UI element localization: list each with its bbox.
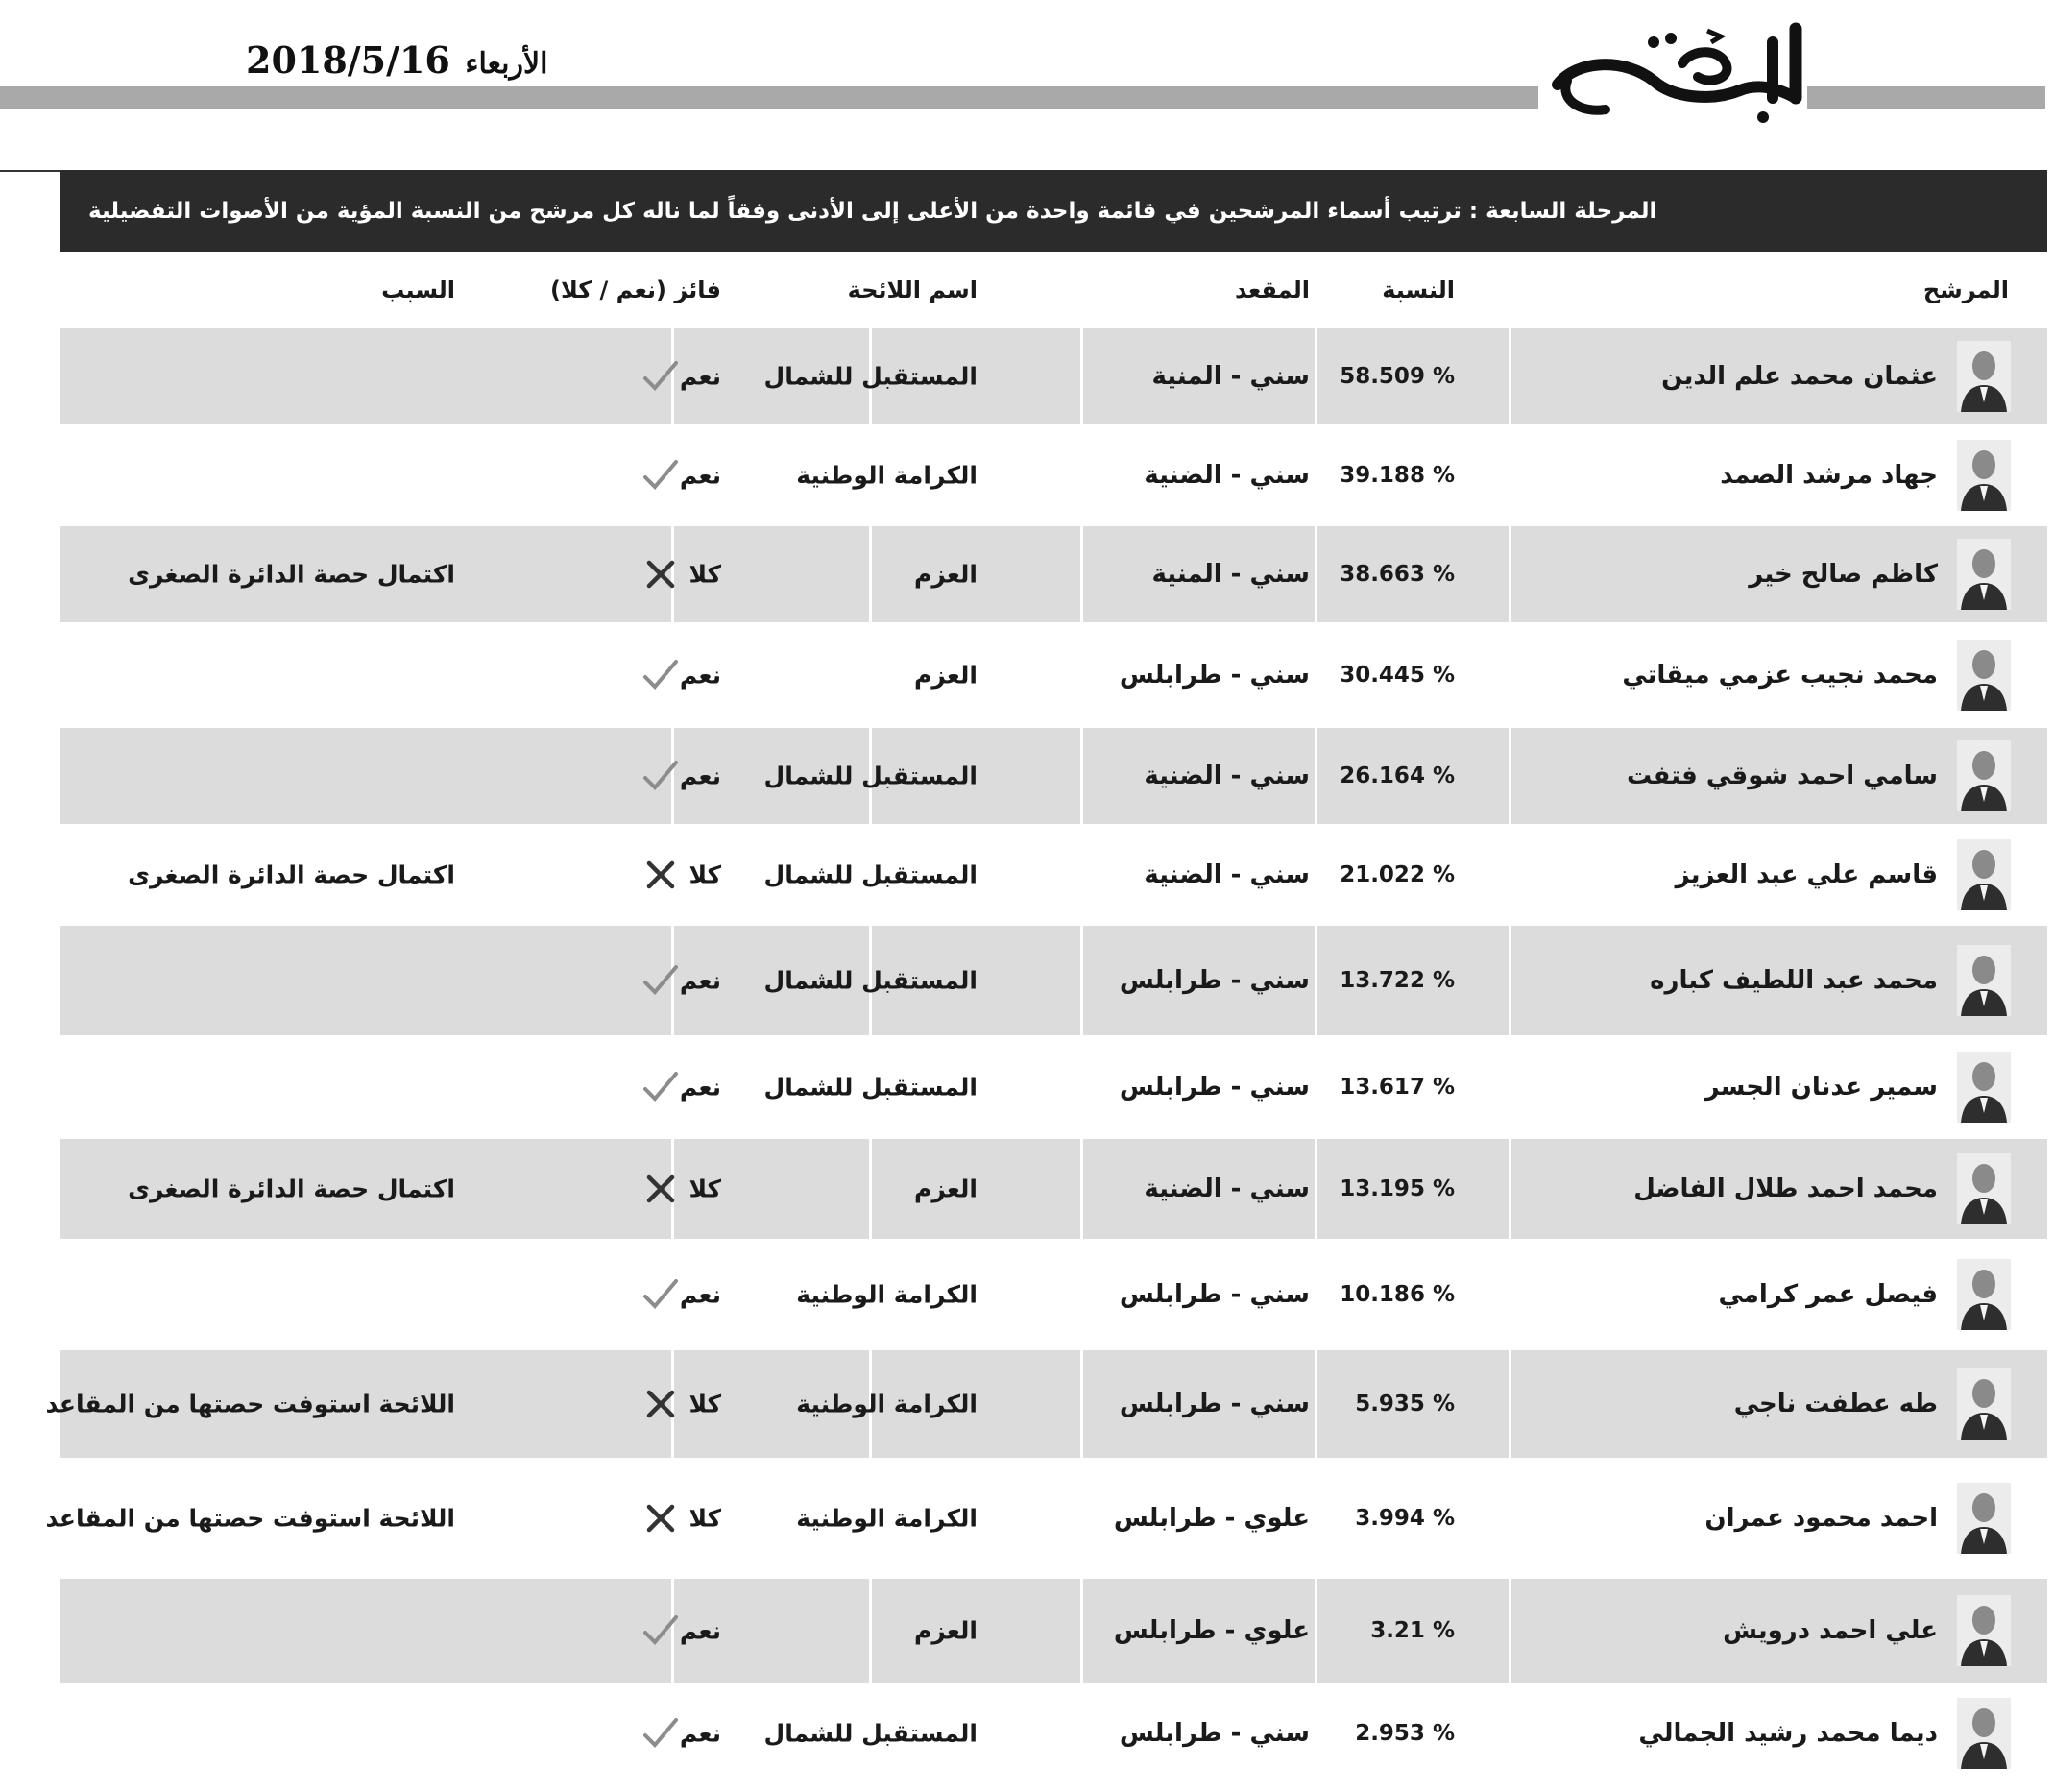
table-row bbox=[60, 1035, 2047, 1135]
reason-text: اكتمال حصة الدائرة الصغرى bbox=[128, 560, 455, 589]
candidate-photo bbox=[1957, 1368, 2011, 1440]
column-divider bbox=[1080, 526, 1083, 622]
column-divider bbox=[1315, 626, 1317, 724]
header-candidate: المرشح bbox=[1922, 277, 2009, 303]
check-icon bbox=[641, 656, 680, 694]
column-divider bbox=[1080, 1039, 1083, 1135]
column-divider bbox=[869, 626, 872, 724]
seat-name: سني - طرابلس bbox=[1119, 661, 1310, 690]
seat-name: سني - طرابلس bbox=[1119, 1073, 1310, 1102]
candidate-name: محمد احمد طلال الفاضل bbox=[1633, 1174, 1938, 1203]
check-icon bbox=[641, 757, 680, 795]
winner-status: نعم bbox=[679, 1719, 721, 1748]
candidate-photo bbox=[1957, 1052, 2011, 1123]
table-row bbox=[60, 325, 2047, 424]
column-divider bbox=[1315, 328, 1317, 424]
winner-status: كلا bbox=[689, 560, 721, 589]
candidate-name: علي احمد درويش bbox=[1723, 1616, 1938, 1645]
column-divider bbox=[1509, 428, 1511, 522]
list-name: الكرامة الوطنية bbox=[796, 1504, 978, 1533]
column-divider bbox=[1315, 1579, 1317, 1683]
candidate-name: محمد نجيب عزمي ميقاتي bbox=[1622, 661, 1938, 690]
masthead-date-value: 2018/5/16 bbox=[246, 38, 450, 82]
list-name: العزم bbox=[914, 1616, 978, 1645]
check-icon bbox=[641, 1068, 680, 1106]
column-divider bbox=[1315, 1139, 1317, 1239]
candidate-photo bbox=[1957, 440, 2011, 511]
column-divider bbox=[1315, 1350, 1317, 1458]
column-divider bbox=[1509, 1462, 1511, 1575]
seat-name: سني - طرابلس bbox=[1119, 966, 1310, 995]
table-row bbox=[60, 1683, 2047, 1780]
masthead-date bbox=[246, 38, 547, 81]
check-icon bbox=[641, 357, 680, 396]
check-icon bbox=[641, 1611, 680, 1650]
column-divider bbox=[869, 526, 872, 622]
table-body bbox=[45, 325, 2047, 1780]
column-divider bbox=[1080, 1243, 1083, 1346]
column-divider bbox=[1509, 926, 1511, 1035]
newspaper-logo bbox=[1538, 21, 1807, 127]
cross-icon bbox=[641, 1385, 680, 1423]
candidate-photo bbox=[1957, 1259, 2011, 1330]
table-row bbox=[60, 1575, 2047, 1683]
table-row bbox=[45, 1346, 2047, 1458]
column-divider bbox=[1315, 1243, 1317, 1346]
column-divider bbox=[1080, 428, 1083, 522]
candidate-photo bbox=[1957, 1698, 2011, 1769]
column-divider bbox=[1080, 626, 1083, 724]
winner-status: نعم bbox=[679, 1616, 721, 1645]
column-divider bbox=[1080, 1579, 1083, 1683]
vote-percentage: 10.186 % bbox=[1340, 1282, 1455, 1307]
candidate-name: محمد عبد اللطيف كباره bbox=[1650, 966, 1938, 995]
check-icon bbox=[641, 961, 680, 1000]
seat-name: علوي - طرابلس bbox=[1113, 1504, 1310, 1533]
list-name: المستقبل للشمال bbox=[763, 1073, 978, 1102]
reason-text: اكتمال حصة الدائرة الصغرى bbox=[128, 860, 455, 889]
table-row bbox=[60, 824, 2047, 922]
column-divider bbox=[1509, 728, 1511, 824]
column-divider bbox=[1509, 626, 1511, 724]
column-divider bbox=[1315, 828, 1317, 922]
candidate-name: قاسم علي عبد العزيز bbox=[1675, 860, 1938, 889]
winner-status: نعم bbox=[679, 762, 721, 790]
check-icon bbox=[641, 1714, 680, 1753]
vote-percentage: 58.509 % bbox=[1340, 364, 1455, 389]
candidate-name: جهاد مرشد الصمد bbox=[1720, 461, 1938, 490]
candidate-photo bbox=[1957, 1595, 2011, 1666]
seat-name: سني - الضنية bbox=[1144, 762, 1310, 790]
seat-name: سني - الضنية bbox=[1144, 1174, 1310, 1203]
vote-percentage: 39.188 % bbox=[1340, 463, 1455, 488]
winner-status: كلا bbox=[689, 860, 721, 889]
column-divider bbox=[1509, 1350, 1511, 1458]
candidate-photo bbox=[1957, 539, 2011, 610]
candidate-name: ديما محمد رشيد الجمالي bbox=[1638, 1719, 1938, 1748]
column-divider bbox=[1080, 1686, 1083, 1780]
reason-text: اكتمال حصة الدائرة الصغرى bbox=[128, 1174, 455, 1203]
header-percentage: النسبة bbox=[1382, 277, 1455, 303]
column-divider bbox=[1080, 1139, 1083, 1239]
seat-name: سني - طرابلس bbox=[1119, 1390, 1310, 1418]
reason-text: اللائحة استوفت حصتها من المقاعد bbox=[45, 1390, 455, 1418]
winner-status: نعم bbox=[679, 1280, 721, 1309]
list-name: العزم bbox=[914, 560, 978, 589]
winner-status: نعم bbox=[679, 362, 721, 391]
winner-status: كلا bbox=[689, 1504, 721, 1533]
column-divider bbox=[1315, 1462, 1317, 1575]
column-divider bbox=[1080, 728, 1083, 824]
candidate-photo bbox=[1957, 945, 2011, 1016]
section-title: المرحلة السابعة : ترتيب أسماء المرشحين في قائمة واحدة من الأعلى إلى الأدنى وفقاً لما ناله كل مرشح من النسبة المؤية من الأصوات التفضيلية bbox=[60, 170, 2047, 252]
vote-percentage: 13.195 % bbox=[1340, 1176, 1455, 1201]
winner-status: نعم bbox=[679, 461, 721, 490]
column-divider bbox=[1315, 728, 1317, 824]
cross-icon bbox=[641, 555, 680, 593]
vote-percentage: 13.617 % bbox=[1340, 1075, 1455, 1100]
table-row bbox=[60, 922, 2047, 1035]
list-name: العزم bbox=[914, 661, 978, 690]
cross-icon bbox=[641, 1499, 680, 1538]
header-list-name: اسم اللائحة bbox=[847, 277, 978, 303]
column-divider bbox=[1080, 1350, 1083, 1458]
column-divider bbox=[1509, 1039, 1511, 1135]
column-divider bbox=[1080, 328, 1083, 424]
winner-status: نعم bbox=[679, 966, 721, 995]
vote-percentage: 38.663 % bbox=[1340, 562, 1455, 587]
column-divider bbox=[869, 1139, 872, 1239]
list-name: المستقبل للشمال bbox=[763, 362, 978, 391]
column-divider bbox=[1509, 526, 1511, 622]
list-name: المستقبل للشمال bbox=[763, 966, 978, 995]
table-row bbox=[60, 1239, 2047, 1346]
table-row bbox=[60, 522, 2047, 622]
seat-name: سني - المنية bbox=[1151, 362, 1310, 391]
vote-percentage: 5.935 % bbox=[1355, 1392, 1455, 1417]
column-divider bbox=[1509, 1686, 1511, 1780]
header-winner: فائز (نعم / كلا) bbox=[550, 277, 721, 303]
vote-percentage: 13.722 % bbox=[1340, 968, 1455, 993]
vote-percentage: 3.994 % bbox=[1355, 1506, 1455, 1531]
column-divider bbox=[1080, 828, 1083, 922]
reason-text: اللائحة استوفت حصتها من المقاعد bbox=[45, 1504, 455, 1533]
column-divider bbox=[1080, 1462, 1083, 1575]
column-divider bbox=[869, 1579, 872, 1683]
winner-status: نعم bbox=[679, 661, 721, 690]
seat-name: سني - المنية bbox=[1151, 560, 1310, 589]
cross-icon bbox=[641, 856, 680, 894]
vote-percentage: 3.21 % bbox=[1370, 1618, 1455, 1643]
candidate-name: سمير عدنان الجسر bbox=[1704, 1073, 1938, 1102]
seat-name: سني - الضنية bbox=[1144, 461, 1310, 490]
candidate-photo bbox=[1957, 341, 2011, 412]
column-divider bbox=[1509, 1139, 1511, 1239]
check-icon bbox=[641, 1275, 680, 1314]
column-divider bbox=[1509, 1579, 1511, 1683]
seat-name: سني - الضنية bbox=[1144, 860, 1310, 889]
table-row bbox=[60, 424, 2047, 522]
table-row bbox=[60, 724, 2047, 824]
candidate-name: طه عطفت ناجي bbox=[1733, 1390, 1938, 1418]
seat-name: سني - طرابلس bbox=[1119, 1719, 1310, 1748]
candidate-photo bbox=[1957, 640, 2011, 711]
candidate-name: فيصل عمر كرامي bbox=[1718, 1280, 1938, 1309]
vote-percentage: 26.164 % bbox=[1340, 763, 1455, 788]
list-name: المستقبل للشمال bbox=[763, 1719, 978, 1748]
candidate-photo bbox=[1957, 1483, 2011, 1554]
column-divider bbox=[1315, 1686, 1317, 1780]
column-divider bbox=[1315, 526, 1317, 622]
column-divider bbox=[1315, 1039, 1317, 1135]
column-divider bbox=[1315, 926, 1317, 1035]
header-reason: السبب bbox=[381, 277, 455, 303]
candidate-photo bbox=[1957, 839, 2011, 910]
vote-percentage: 21.022 % bbox=[1340, 862, 1455, 887]
column-divider bbox=[1315, 428, 1317, 522]
column-divider bbox=[1509, 328, 1511, 424]
candidate-name: عثمان محمد علم الدين bbox=[1661, 362, 1938, 391]
left-rule bbox=[0, 170, 60, 172]
check-icon bbox=[641, 456, 680, 495]
table-row bbox=[60, 1135, 2047, 1239]
candidate-name: احمد محمود عمران bbox=[1704, 1504, 1938, 1533]
table-row bbox=[45, 1458, 2047, 1575]
seat-name: سني - طرابلس bbox=[1119, 1280, 1310, 1309]
results-table bbox=[45, 170, 2047, 1780]
column-headers bbox=[60, 252, 2047, 325]
list-name: الكرامة الوطنية bbox=[796, 1390, 978, 1418]
column-divider bbox=[1509, 828, 1511, 922]
winner-status: كلا bbox=[689, 1390, 721, 1418]
winner-status: كلا bbox=[689, 1174, 721, 1203]
winner-status: نعم bbox=[679, 1073, 721, 1102]
list-name: الكرامة الوطنية bbox=[796, 461, 978, 490]
list-name: المستقبل للشمال bbox=[763, 860, 978, 889]
list-name: العزم bbox=[914, 1174, 978, 1203]
candidate-name: سامي احمد شوقي فتفت bbox=[1626, 762, 1938, 790]
header-seat: المقعد bbox=[1234, 277, 1310, 303]
cross-icon bbox=[641, 1170, 680, 1208]
vote-percentage: 30.445 % bbox=[1340, 663, 1455, 688]
candidate-photo bbox=[1957, 1153, 2011, 1224]
candidate-name: كاظم صالح خير bbox=[1749, 560, 1938, 589]
vote-percentage: 2.953 % bbox=[1355, 1721, 1455, 1746]
column-divider bbox=[1509, 1243, 1511, 1346]
candidate-photo bbox=[1957, 740, 2011, 811]
list-name: المستقبل للشمال bbox=[763, 762, 978, 790]
table-row bbox=[60, 622, 2047, 724]
column-divider bbox=[1080, 926, 1083, 1035]
list-name: الكرامة الوطنية bbox=[796, 1280, 978, 1309]
masthead-weekday: الأربعاء bbox=[465, 47, 548, 81]
seat-name: علوي - طرابلس bbox=[1113, 1616, 1310, 1645]
